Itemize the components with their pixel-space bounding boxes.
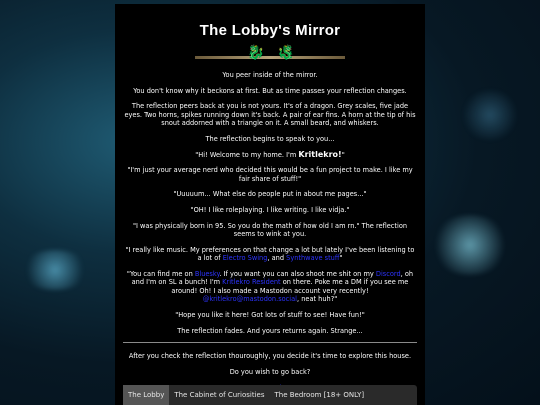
paragraph-have-fun: "Hope you like it here! Got lots of stuff to see! Have fun!" bbox=[175, 310, 365, 319]
horizontal-divider bbox=[123, 342, 417, 343]
paragraph-fades: The reflection fades. And yours returns again. Strange... bbox=[177, 326, 363, 335]
paragraph-beckon: You don't know why it beckons at first. But as time passes your reflection changes. bbox=[133, 86, 407, 95]
paragraph-greeting: "Hi! Welcome to my home. I'm Kritlekro!" bbox=[195, 149, 345, 159]
paragraph-speak: The reflection begins to speak to you... bbox=[205, 134, 335, 143]
background-crystal-glow bbox=[20, 250, 90, 290]
dragon-divider-image bbox=[195, 45, 345, 67]
page-title: The Lobby's Mirror bbox=[199, 22, 341, 39]
paragraph-uuum: "Uuuuum... What else do people put in about me pages..." bbox=[173, 190, 367, 199]
paragraph-nerd: "I'm just your average nerd who decided this would be a fun project to make. I like my fair share of stuff!" bbox=[127, 166, 413, 183]
discord-link[interactable]: Discord bbox=[375, 270, 401, 279]
second-life-link[interactable]: Kritlekro Resident bbox=[222, 278, 281, 287]
author-name: Kritlekro! bbox=[298, 149, 342, 159]
dragon-icon: 🐉 bbox=[247, 45, 265, 61]
paragraph-socials: "You can find me on Bluesky. If you want you can also shoot me shit on my Discord, oh and I'm on SL a bunch! I'm Kritlekro Resident on there. Poke me a DM if you see me around! Oh! I also made a Mastodon account very recently! @kritlekro@mastodon.social, neat huh?" bbox=[126, 270, 414, 304]
mirror-panel bbox=[115, 4, 425, 405]
electro-swing-link[interactable]: Electro Swing bbox=[222, 254, 268, 263]
paragraph-likes: "OH! I like roleplaying. I like writing. I like vidja." bbox=[190, 206, 350, 215]
nav-item-lobby[interactable]: The Lobby bbox=[123, 385, 169, 405]
bluesky-link[interactable]: Bluesky bbox=[194, 270, 220, 279]
paragraph-go-back-question: Do you wish to go back? bbox=[229, 368, 311, 377]
nav-item-bedroom[interactable]: The Bedroom [18+ ONLY] bbox=[274, 391, 365, 399]
dragon-icon: 🐉 bbox=[277, 45, 295, 61]
paragraph-dragon-description: The reflection peers back at you is not yours. It's of a dragon. Grey scales, five jade eyes. Two horns, spikes running down it's back. A pair of ear fins. A horn at the tip of his snout addorned with a triangle on it. A small beard, and whiskers. bbox=[124, 102, 416, 128]
background-crystal-glow bbox=[460, 90, 520, 140]
mastodon-link[interactable]: @kritlekro@mastodon.social bbox=[202, 295, 298, 304]
paragraph-explore: After you check the reflection thouroughly, you decide it's time to explore this house. bbox=[128, 352, 412, 361]
paragraph-age: "I was physically born in 95. So you do the math of how old I am rn." The reflection seems to wink at you. bbox=[132, 221, 408, 239]
paragraph-peer: You peer inside of the mirror. bbox=[222, 71, 318, 79]
paragraph-music: "I really like music. My preferences on that change a lot but lately I've been listening to a lot of Electro Swing, and Synthwave stuff" bbox=[125, 245, 415, 263]
bottom-nav-bar bbox=[123, 385, 417, 405]
nav-item-cabinet[interactable]: The Cabinet of Curiosities bbox=[174, 391, 265, 399]
divider-bar bbox=[195, 56, 345, 59]
background-crystal-glow bbox=[430, 215, 510, 275]
synthwave-link[interactable]: Synthwave stuff bbox=[286, 254, 340, 263]
